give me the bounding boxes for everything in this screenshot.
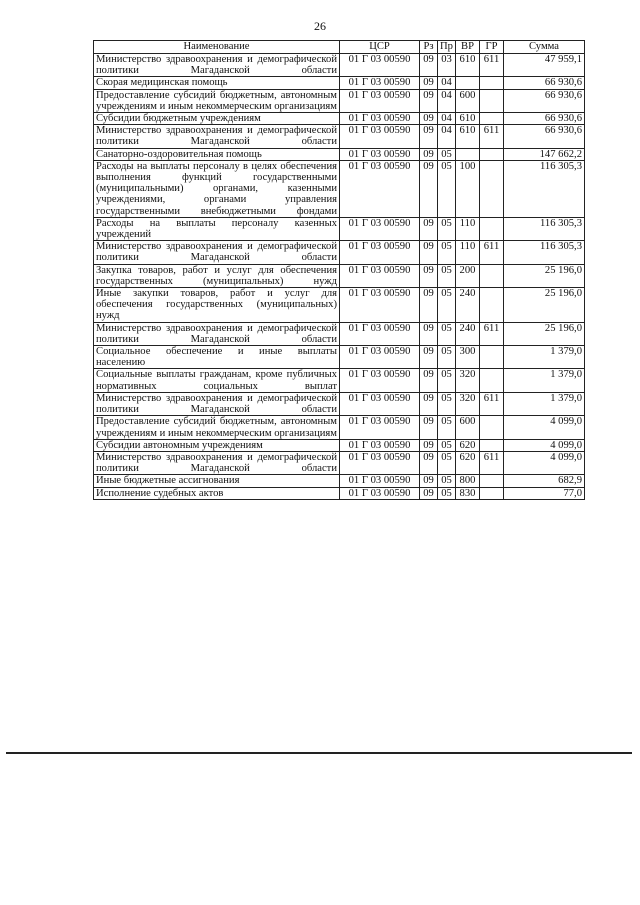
cell-sum: 116 305,3	[504, 217, 585, 240]
cell-csr: 01 Г 03 00590	[340, 322, 420, 345]
cell-pr: 05	[438, 264, 456, 287]
cell-sum: 4 099,0	[504, 451, 585, 474]
cell-name: Министерство здравоохранения и демографической политики Магаданской области	[94, 322, 340, 345]
cell-pr: 05	[438, 392, 456, 415]
cell-sum: 66 930,6	[504, 89, 585, 112]
cell-pr: 04	[438, 77, 456, 89]
cell-csr: 01 Г 03 00590	[340, 392, 420, 415]
cell-name: Санаторно-оздоровительная помощь	[94, 148, 340, 160]
cell-name: Иные бюджетные ассигнования	[94, 475, 340, 487]
cell-csr: 01 Г 03 00590	[340, 451, 420, 474]
cell-rz: 09	[420, 241, 438, 264]
cell-pr: 04	[438, 89, 456, 112]
cell-vr: 620	[456, 451, 480, 474]
cell-pr: 05	[438, 160, 456, 217]
table-row	[94, 439, 585, 451]
footer-divider	[6, 752, 632, 754]
cell-sum: 147 662,2	[504, 148, 585, 160]
cell-pr: 05	[438, 451, 456, 474]
cell-sum: 66 930,6	[504, 125, 585, 148]
header-csr: ЦСР	[340, 41, 420, 54]
cell-gr	[480, 264, 504, 287]
cell-csr: 01 Г 03 00590	[340, 346, 420, 369]
cell-name: Предоставление субсидий бюджетным, автономным учреждениям и иным некоммерческим организациям	[94, 89, 340, 112]
cell-csr: 01 Г 03 00590	[340, 77, 420, 89]
cell-gr: 611	[480, 322, 504, 345]
cell-sum: 4 099,0	[504, 439, 585, 451]
cell-vr: 110	[456, 217, 480, 240]
cell-rz: 09	[420, 439, 438, 451]
cell-gr: 611	[480, 451, 504, 474]
cell-pr: 05	[438, 241, 456, 264]
cell-pr: 05	[438, 322, 456, 345]
cell-sum: 116 305,3	[504, 241, 585, 264]
cell-gr	[480, 475, 504, 487]
table-header-row	[94, 41, 585, 54]
cell-csr: 01 Г 03 00590	[340, 89, 420, 112]
header-sum: Сумма	[504, 41, 585, 54]
cell-rz: 09	[420, 89, 438, 112]
page-number: 26	[314, 19, 326, 33]
cell-gr	[480, 217, 504, 240]
cell-name: Закупка товаров, работ и услуг для обеспечения государственных (муниципальных) нужд	[94, 264, 340, 287]
cell-sum: 47 959,1	[504, 54, 585, 77]
cell-pr: 03	[438, 54, 456, 77]
header-rz: Рз	[420, 41, 438, 54]
cell-rz: 09	[420, 113, 438, 125]
cell-gr	[480, 346, 504, 369]
table-row	[94, 113, 585, 125]
cell-gr: 611	[480, 54, 504, 77]
cell-vr: 200	[456, 264, 480, 287]
cell-rz: 09	[420, 322, 438, 345]
cell-name: Министерство здравоохранения и демографической политики Магаданской области	[94, 54, 340, 77]
cell-gr: 611	[480, 392, 504, 415]
cell-csr: 01 Г 03 00590	[340, 264, 420, 287]
cell-sum: 66 930,6	[504, 77, 585, 89]
cell-vr	[456, 148, 480, 160]
cell-name: Исполнение судебных актов	[94, 487, 340, 499]
cell-rz: 09	[420, 148, 438, 160]
table-row	[94, 217, 585, 240]
table-row	[94, 451, 585, 474]
table-row	[94, 77, 585, 89]
cell-pr: 05	[438, 369, 456, 392]
cell-pr: 05	[438, 416, 456, 439]
table-row	[94, 160, 585, 217]
cell-name: Субсидии бюджетным учреждениям	[94, 113, 340, 125]
cell-csr: 01 Г 03 00590	[340, 439, 420, 451]
table-row	[94, 475, 585, 487]
cell-pr: 05	[438, 217, 456, 240]
cell-rz: 09	[420, 346, 438, 369]
cell-sum: 66 930,6	[504, 113, 585, 125]
table-row	[94, 487, 585, 499]
cell-sum: 682,9	[504, 475, 585, 487]
cell-gr: 611	[480, 125, 504, 148]
cell-csr: 01 Г 03 00590	[340, 148, 420, 160]
table-row	[94, 416, 585, 439]
cell-pr: 05	[438, 439, 456, 451]
cell-gr	[480, 148, 504, 160]
cell-rz: 09	[420, 451, 438, 474]
cell-csr: 01 Г 03 00590	[340, 54, 420, 77]
cell-name: Иные закупки товаров, работ и услуг для обеспечения государственных (муниципальных) нужд	[94, 288, 340, 323]
cell-gr	[480, 288, 504, 323]
cell-vr: 610	[456, 54, 480, 77]
cell-sum: 4 099,0	[504, 416, 585, 439]
header-name: Наименование	[94, 41, 340, 54]
cell-csr: 01 Г 03 00590	[340, 475, 420, 487]
cell-sum: 25 196,0	[504, 322, 585, 345]
cell-rz: 09	[420, 217, 438, 240]
cell-rz: 09	[420, 77, 438, 89]
cell-vr: 320	[456, 392, 480, 415]
table-row	[94, 346, 585, 369]
cell-csr: 01 Г 03 00590	[340, 113, 420, 125]
cell-gr	[480, 113, 504, 125]
cell-name: Социальное обеспечение и иные выплаты населению	[94, 346, 340, 369]
cell-gr	[480, 369, 504, 392]
cell-sum: 25 196,0	[504, 288, 585, 323]
cell-name: Предоставление субсидий бюджетным, автономным учреждениям и иным некоммерческим организациям	[94, 416, 340, 439]
cell-rz: 09	[420, 369, 438, 392]
cell-csr: 01 Г 03 00590	[340, 160, 420, 217]
cell-csr: 01 Г 03 00590	[340, 288, 420, 323]
cell-sum: 1 379,0	[504, 392, 585, 415]
cell-rz: 09	[420, 475, 438, 487]
table-row	[94, 125, 585, 148]
cell-rz: 09	[420, 54, 438, 77]
cell-csr: 01 Г 03 00590	[340, 241, 420, 264]
cell-gr	[480, 89, 504, 112]
cell-name: Расходы на выплаты персоналу в целях обеспечения выполнения функций государственными (муниципальными) органами, казенными учреждениями, органами управления государственными внебюджетными фондами	[94, 160, 340, 217]
cell-gr: 611	[480, 241, 504, 264]
cell-rz: 09	[420, 125, 438, 148]
cell-name: Расходы на выплаты персоналу казенных учреждений	[94, 217, 340, 240]
cell-rz: 09	[420, 416, 438, 439]
table-row	[94, 288, 585, 323]
cell-rz: 09	[420, 487, 438, 499]
cell-vr: 100	[456, 160, 480, 217]
cell-vr: 610	[456, 125, 480, 148]
cell-vr: 600	[456, 89, 480, 112]
cell-sum: 1 379,0	[504, 369, 585, 392]
table-row	[94, 392, 585, 415]
table-row	[94, 322, 585, 345]
cell-vr: 600	[456, 416, 480, 439]
cell-gr	[480, 160, 504, 217]
cell-sum: 1 379,0	[504, 346, 585, 369]
budget-table	[93, 40, 585, 500]
cell-vr: 240	[456, 322, 480, 345]
table-row	[94, 54, 585, 77]
cell-pr: 05	[438, 148, 456, 160]
table-row	[94, 148, 585, 160]
cell-vr: 300	[456, 346, 480, 369]
cell-gr	[480, 416, 504, 439]
cell-sum: 116 305,3	[504, 160, 585, 217]
cell-name: Министерство здравоохранения и демографической политики Магаданской области	[94, 392, 340, 415]
cell-vr: 240	[456, 288, 480, 323]
cell-rz: 09	[420, 288, 438, 323]
cell-pr: 05	[438, 487, 456, 499]
cell-pr: 04	[438, 113, 456, 125]
cell-pr: 05	[438, 475, 456, 487]
cell-name: Субсидии автономным учреждениям	[94, 439, 340, 451]
cell-csr: 01 Г 03 00590	[340, 487, 420, 499]
header-gr: ГР	[480, 41, 504, 54]
cell-pr: 04	[438, 125, 456, 148]
cell-pr: 05	[438, 346, 456, 369]
header-pr: Пр	[438, 41, 456, 54]
table-row	[94, 369, 585, 392]
cell-name: Скорая медицинская помощь	[94, 77, 340, 89]
cell-csr: 01 Г 03 00590	[340, 416, 420, 439]
cell-name: Министерство здравоохранения и демографической политики Магаданской области	[94, 241, 340, 264]
cell-vr: 800	[456, 475, 480, 487]
cell-sum: 25 196,0	[504, 264, 585, 287]
cell-name: Социальные выплаты гражданам, кроме публичных нормативных социальных выплат	[94, 369, 340, 392]
cell-gr	[480, 487, 504, 499]
table-body	[94, 54, 585, 500]
cell-sum: 77,0	[504, 487, 585, 499]
cell-gr	[480, 77, 504, 89]
cell-rz: 09	[420, 392, 438, 415]
cell-vr: 610	[456, 113, 480, 125]
cell-csr: 01 Г 03 00590	[340, 125, 420, 148]
cell-vr	[456, 77, 480, 89]
cell-gr	[480, 439, 504, 451]
cell-vr: 620	[456, 439, 480, 451]
cell-pr: 05	[438, 288, 456, 323]
cell-csr: 01 Г 03 00590	[340, 369, 420, 392]
cell-name: Министерство здравоохранения и демографической политики Магаданской области	[94, 125, 340, 148]
cell-csr: 01 Г 03 00590	[340, 217, 420, 240]
cell-vr: 320	[456, 369, 480, 392]
table-row	[94, 264, 585, 287]
cell-vr: 830	[456, 487, 480, 499]
cell-name: Министерство здравоохранения и демографической политики Магаданской области	[94, 451, 340, 474]
header-vr: ВР	[456, 41, 480, 54]
cell-rz: 09	[420, 160, 438, 217]
table-row	[94, 241, 585, 264]
cell-rz: 09	[420, 264, 438, 287]
table-row	[94, 89, 585, 112]
cell-vr: 110	[456, 241, 480, 264]
